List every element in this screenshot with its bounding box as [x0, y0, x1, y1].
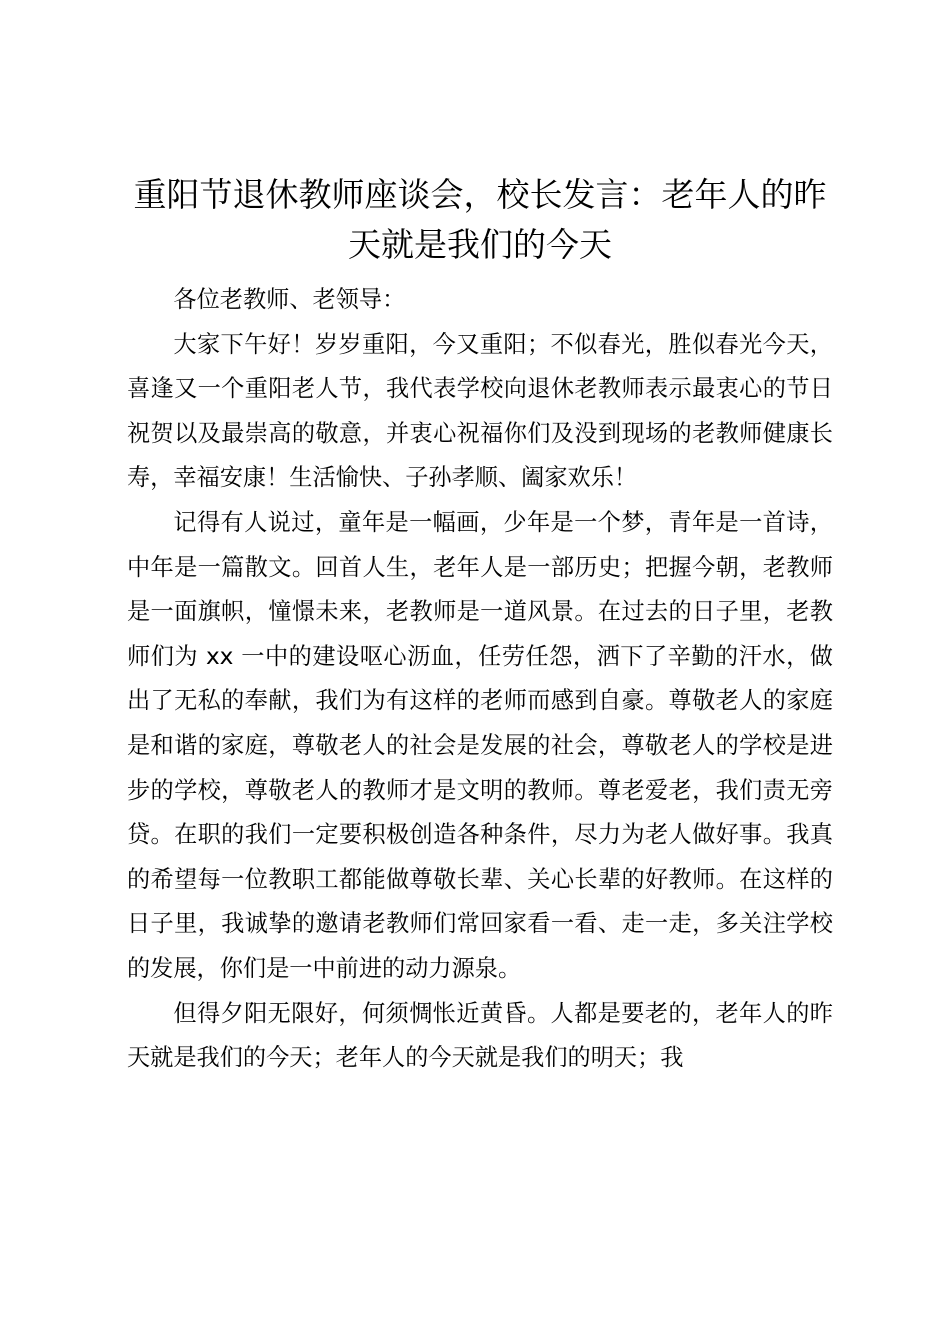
- paragraph-tribute: 记得有人说过，童年是一幅画，少年是一个梦，青年是一首诗，中年是一篇散文。回首人生，老年人是一部历史；把握今朝，老教师是一面旗帜，憧憬未来，老教师是一道风景。在过去的日子里，老教师们为 xx 一中的建设呕心沥血，任劳任怨，洒下了辛勤的汗水，做出了无私的奉献，我们为有这样的老师而感到自豪。尊敬老人的家庭是和谐的家庭，尊敬老人的社会是发展的社会，尊敬老人的学校是进步的学校，尊敬老人的教师才是文明的教师。尊老爱老，我们责无旁贷。在职的我们一定要积极创造各种条件，尽力为老人做好事。我真的希望每一位教职工都能做尊敬长辈、关心长辈的好教师。在这样的日子里，我诚挚的邀请老教师们常回家看一看、走一走，多关注学校的发展，你们是一中前进的动力源泉。: [127, 508, 833, 982]
- paragraph-sunset: 但得夕阳无限好，何须惆怅近黄昏。人都是要老的，老年人的昨天就是我们的今天；老年人的今天就是我们的明天；我: [127, 999, 833, 1072]
- paragraph-greeting: 大家下午好！岁岁重阳，今又重阳；不似春光，胜似春光今天，喜逢又一个重阳老人节，我代表学校向退休老教师表示最衷心的节日祝贺以及最崇高的敬意，并衷心祝福你们及没到现场的老教师健康长寿，幸福安康！生活愉快、子孙孝顺、阖家欢乐！: [127, 330, 833, 492]
- document-body: [127, 170, 833, 1081]
- document-title: 重阳节退休教师座谈会，校长发言：老年人的昨天就是我们的今天: [133, 175, 827, 264]
- salutation: 各位老教师、老领导：: [173, 286, 406, 313]
